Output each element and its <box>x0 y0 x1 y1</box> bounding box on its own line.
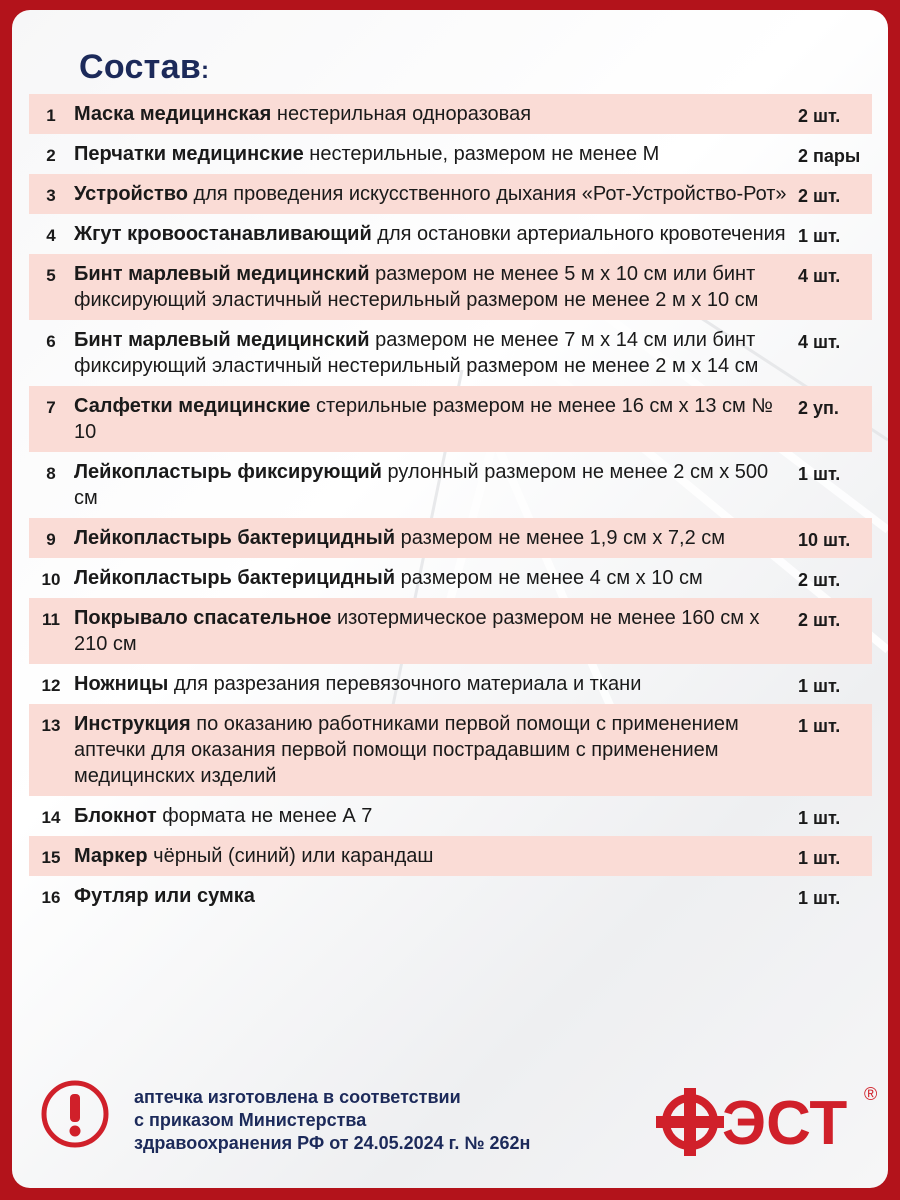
item-number: 8 <box>46 464 56 483</box>
list-item <box>29 214 872 254</box>
item-details: размером не менее 1,9 см х 7,2 см <box>395 527 725 549</box>
item-number: 16 <box>41 888 61 907</box>
list-item <box>29 320 872 386</box>
item-description <box>74 803 794 829</box>
item-details: размером не менее 5 м х 10 см или бинт фиксирующий эластичный нестерильный размером не менее 2 м х 10 см <box>74 263 759 311</box>
item-description <box>74 459 794 511</box>
item-name: Устройство <box>74 183 188 205</box>
item-quantity: 1 шт. <box>798 848 841 868</box>
item-description <box>74 327 794 379</box>
item-number: 2 <box>46 146 56 165</box>
composition-list <box>29 94 872 916</box>
item-quantity: 10 шт. <box>798 530 851 550</box>
item-description <box>74 525 794 551</box>
logo-cross-emblem <box>656 1088 724 1156</box>
item-quantity: 2 шт. <box>798 610 841 630</box>
item-quantity: 1 шт. <box>798 888 841 908</box>
item-description <box>74 181 794 207</box>
item-details: формата не менее А 7 <box>156 805 373 827</box>
item-number: 13 <box>41 716 61 735</box>
item-quantity: 2 шт. <box>798 570 841 590</box>
logo-text: ЭСТ <box>722 1089 848 1158</box>
item-number: 14 <box>41 808 61 827</box>
item-name: Лейкопластырь бактерицидный <box>74 527 396 549</box>
item-details: размером не менее 4 см х 10 см <box>395 567 703 589</box>
item-details: для разрезания перевязочного материала и ткани <box>168 673 642 695</box>
item-number: 7 <box>46 398 56 417</box>
exclamation-icon <box>39 1078 111 1150</box>
item-details: нестерильные, размером не менее M <box>303 143 660 165</box>
item-description <box>74 605 794 657</box>
item-quantity: 2 шт. <box>798 186 841 206</box>
item-description <box>74 565 794 591</box>
item-name: Жгут кровоостанавливающий <box>74 223 372 245</box>
regulation-line-2: с приказом Министерства <box>134 1110 367 1130</box>
item-quantity: 1 шт. <box>798 676 841 696</box>
item-quantity: 2 шт. <box>798 106 841 126</box>
list-item <box>29 704 872 796</box>
item-name: Инструкция <box>74 713 191 735</box>
list-item <box>29 664 872 704</box>
title-text: Состав <box>79 48 202 86</box>
item-description <box>74 221 794 247</box>
item-name: Покрывало спасательное <box>74 607 332 629</box>
item-quantity: 1 шт. <box>798 716 841 736</box>
item-name: Салфетки медицинские <box>74 395 311 417</box>
item-description <box>74 141 794 167</box>
item-number: 6 <box>46 332 56 351</box>
list-item <box>29 174 872 214</box>
item-number: 10 <box>41 570 61 589</box>
item-name: Футляр или сумка <box>74 885 255 907</box>
item-name: Бинт марлевый медицинский <box>74 329 370 351</box>
item-quantity: 1 шт. <box>798 808 841 828</box>
item-quantity: 2 уп. <box>798 398 839 418</box>
list-item <box>29 796 872 836</box>
item-name: Перчатки медицинские <box>74 143 304 165</box>
item-details: стерильные размером не менее 16 см х 13 см № 10 <box>74 395 773 443</box>
item-name: Ножницы <box>74 673 169 695</box>
item-number: 3 <box>46 186 56 205</box>
item-details: чёрный (синий) или карандаш <box>147 845 434 867</box>
page-title <box>79 48 209 87</box>
item-quantity: 4 шт. <box>798 266 841 286</box>
item-number: 4 <box>46 226 56 245</box>
item-description <box>74 671 794 697</box>
item-quantity: 1 шт. <box>798 226 841 246</box>
item-name: Лейкопластырь бактерицидный <box>74 567 396 589</box>
item-description <box>74 843 794 869</box>
item-number: 1 <box>46 106 56 125</box>
item-details: по оказанию работниками первой помощи с применением аптечки для оказания первой помощи пострадавшим с применением медицинских изделий <box>74 713 739 787</box>
item-description <box>74 101 794 127</box>
item-number: 9 <box>46 530 56 549</box>
list-item <box>29 558 872 598</box>
item-details: для проведения искусственного дыхания «Рот-Устройство-Рот» <box>188 183 787 205</box>
item-description <box>74 711 794 789</box>
item-number: 11 <box>42 610 60 629</box>
item-name: Маска медицинская <box>74 103 272 125</box>
item-details: изотермическое размером не менее 160 см х 210 см <box>74 607 760 655</box>
item-name: Блокнот <box>74 805 157 827</box>
item-description <box>74 393 794 445</box>
content-card <box>12 10 888 1188</box>
item-description <box>74 261 794 313</box>
registered-mark: ® <box>864 1084 878 1104</box>
item-details: для остановки артериального кровотечения <box>371 223 786 245</box>
list-item <box>29 134 872 174</box>
item-details: нестерильная одноразовая <box>271 103 532 125</box>
item-name: Маркер <box>74 845 148 867</box>
item-details: рулонный размером не менее 2 см х 500 см <box>74 461 769 509</box>
list-item <box>29 386 872 452</box>
item-quantity: 4 шт. <box>798 332 841 352</box>
list-item <box>29 254 872 320</box>
est-logo <box>650 1078 880 1158</box>
list-item <box>29 598 872 664</box>
item-number: 15 <box>41 848 61 867</box>
item-details: размером не менее 7 м х 14 см или бинт фиксирующий эластичный нестерильный размером не менее 2 м х 14 см <box>74 329 759 377</box>
item-name: Бинт марлевый медицинский <box>74 263 370 285</box>
item-description <box>74 883 794 909</box>
list-item <box>29 452 872 518</box>
regulation-note <box>134 1086 554 1155</box>
title-colon: : <box>201 57 210 84</box>
item-number: 5 <box>46 266 56 285</box>
list-item <box>29 876 872 916</box>
item-name: Лейкопластырь фиксирующий <box>74 461 382 483</box>
regulation-line-3: здравоохранения РФ от 24.05.2024 г. № 262н <box>134 1133 531 1153</box>
item-quantity: 1 шт. <box>798 464 841 484</box>
item-quantity: 2 пары <box>798 146 861 166</box>
list-item <box>29 518 872 558</box>
regulation-line-1: аптечка изготовлена в соответствии <box>134 1087 461 1107</box>
list-item <box>29 836 872 876</box>
item-number: 12 <box>41 676 61 695</box>
list-item <box>29 94 872 134</box>
